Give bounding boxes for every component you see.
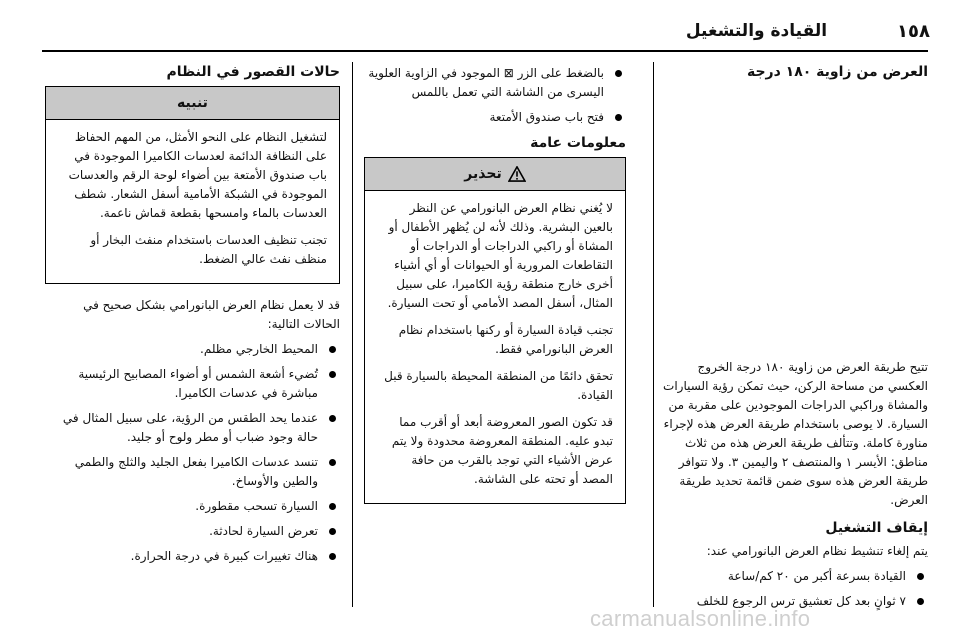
warning-paragraph: لا يُغني نظام العرض البانورامي عن النظر بالعين البشرية. وذلك لأنه لن يُظهر الأطفال أو المشاة أو راكبي الدراجات أو الدراجات أو التقاطعات المرورية أو الحيوانات أو أي أشياء أخرى خارج منطقة رؤية الكاميرا، على سبيل المثال، أسفل المصد الأمامي أو تحت السيارة.	[387, 201, 613, 310]
warning-paragraph: تحقق دائمًا من المنطقة المحيطة بالسيارة قبل القيادة.	[384, 369, 613, 402]
middle-column	[364, 64, 626, 516]
header-rule	[42, 50, 928, 52]
warning-body	[365, 191, 625, 503]
warning-paragraph: تجنب قيادة السيارة أو ركنها باستخدام نظام العرض البانورامي فقط.	[398, 323, 613, 356]
deactivation-list-continued	[364, 64, 626, 127]
column-divider-right	[653, 62, 654, 607]
warning-triangle-icon	[508, 166, 526, 182]
right-column	[658, 64, 928, 617]
page-header	[40, 16, 930, 46]
general-info-heading: معلومات عامة	[530, 135, 626, 151]
page-number: ١٥٨	[897, 20, 930, 42]
view-180-paragraph: تتيح طريقة العرض من زاوية ١٨٠ درجة الخروج العكسي من مساحة الركن، حيث تمكن رؤية السيارات والمشاة وراكبي الدراجات الموجودين على مقربة من السيارة. لا يوصى باستخدام طريقة العرض هذه لإجراء مناورة كاملة. وتتألف طريقة العرض هذه من ثلاث مناطق: الأيسر ١ والمنتصف ٢ واليمين ٣. ولا تتوافر طريقة العرض هذه سوى ضمن قائمة تحديد طريقة العرض.	[663, 360, 928, 507]
watermark-text: carmanualsonline.info	[590, 606, 811, 631]
list-item: بالضغط على الزر ⊠ الموجود في الزاوية العلوية اليسرى من الشاشة التي تعمل باللمس	[364, 64, 626, 102]
view-180-heading: العرض من زاوية ١٨٠ درجة	[746, 64, 928, 80]
left-column	[45, 64, 340, 572]
list-item: تُضيء أشعة الشمس أو أضواء المصابيح الرئيسية مباشرة في عدسات الكاميرا.	[45, 365, 340, 403]
list-item: هناك تغييرات كبيرة في درجة الحرارة.	[45, 547, 340, 566]
illustration-area	[658, 86, 928, 358]
list-item: تعرض السيارة لحادثة.	[45, 522, 340, 541]
note-box	[45, 86, 340, 284]
note-paragraph: لتشغيل النظام على النحو الأمثل، من المهم الحفاظ على النظافة الدائمة لعدسات الكاميرا الموجودة في باب صندوق الأمتعة بين أضواء لوحة الرقم والعدسات الموجودة في الشبكة الأمامية أسفل الشعار. شطف العدسات بالماء وامسحها بقطعة قماش ناعمة.	[68, 130, 327, 220]
deactivation-intro: يتم إلغاء تنشيط نظام العرض البانورامي عند:	[706, 544, 928, 558]
limitations-list	[45, 340, 340, 566]
note-paragraph: تجنب تنظيف العدسات باستخدام منفث البخار أو منظف نفث عالي الضغط.	[90, 233, 327, 266]
note-header: تنبيه	[46, 87, 339, 120]
warning-header	[365, 158, 625, 191]
column-divider-left	[352, 62, 353, 607]
list-item: ٧ ثوانٍ بعد كل تعشيق ترس الرجوع للخلف	[658, 592, 928, 611]
deactivation-heading: إيقاف التشغيل	[825, 520, 928, 536]
list-item: فتح باب صندوق الأمتعة	[364, 108, 626, 127]
list-item: السيارة تسحب مقطورة.	[45, 497, 340, 516]
warning-box	[364, 157, 626, 504]
warning-title: تحذير	[464, 166, 502, 182]
list-item: تنسد عدسات الكاميرا بفعل الجليد والثلج والطمي والطين والأوساخ.	[45, 453, 340, 491]
list-item: عندما يحد الطقس من الرؤية، على سبيل المثال في حالة وجود ضباب أو مطر ولوح أو جليد.	[45, 409, 340, 447]
list-item: المحيط الخارجي مظلم.	[45, 340, 340, 359]
limitations-intro: قد لا يعمل نظام العرض البانورامي بشكل صحيح في الحالات التالية:	[83, 298, 340, 331]
limitations-heading: حالات القصور في النظام	[166, 64, 340, 80]
warning-paragraph: قد تكون الصور المعروضة أبعد أو أقرب مما تبدو عليه. المنطقة المعروضة محدودة ولا يتم عرض الأشياء التي توجد بالقرب من حافة المصد أو تحته على الشاشة.	[391, 415, 613, 486]
deactivation-list	[658, 567, 928, 611]
section-title: القيادة والتشغيل	[685, 21, 828, 41]
list-item: القيادة بسرعة أكبر من ٢٠ كم/ساعة	[658, 567, 928, 586]
note-body	[46, 120, 339, 283]
